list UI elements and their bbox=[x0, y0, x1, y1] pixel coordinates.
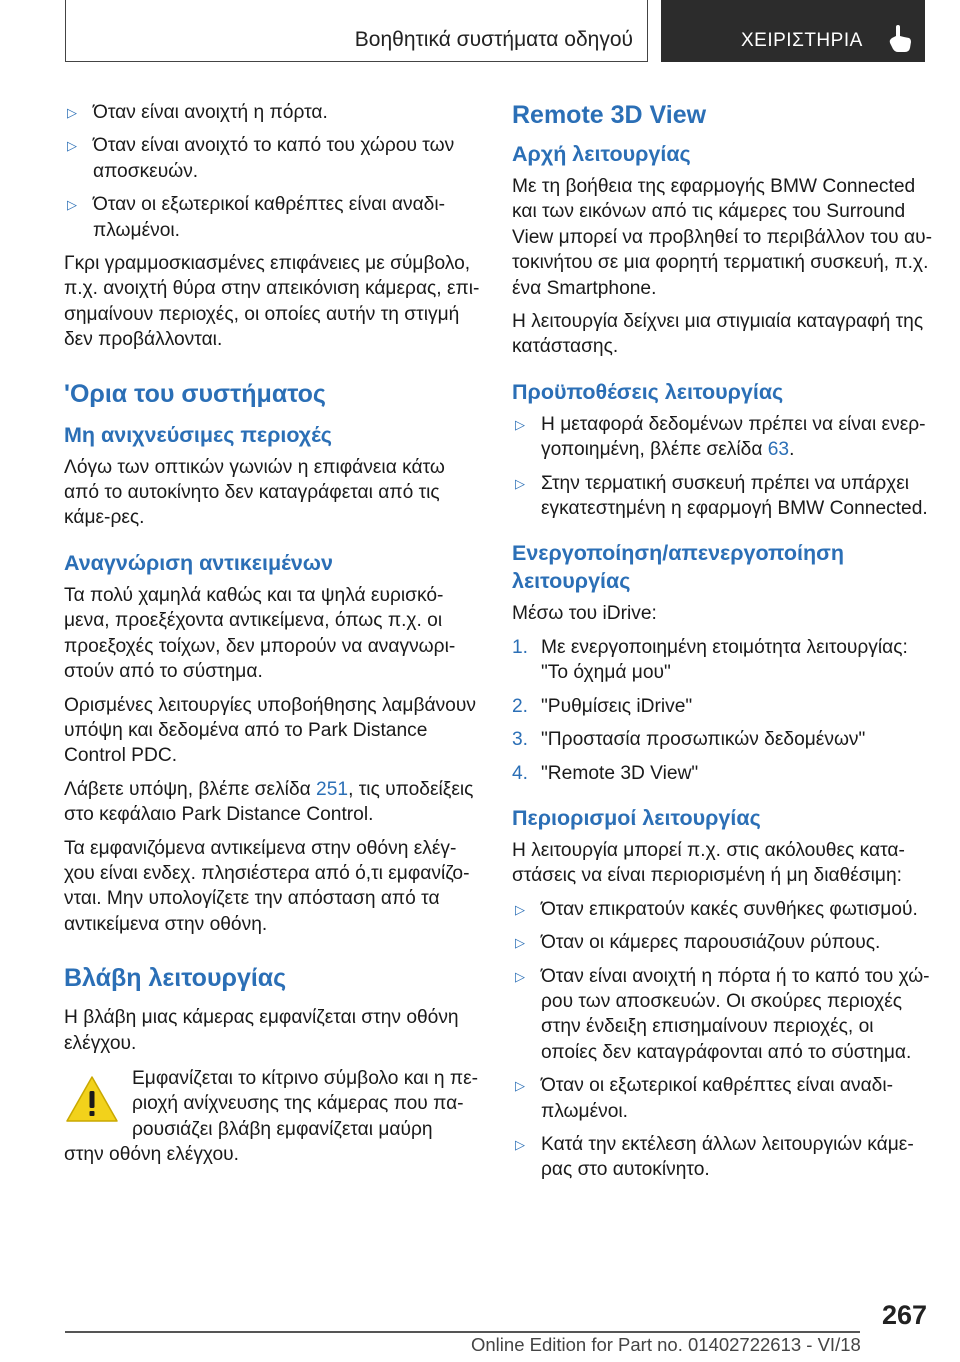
detection-paragraph-1: Τα πολύ χαμηλά καθώς και τα ψηλά ευρισκό-μενα, προεξέχοντα αντικείμενα, όπως π.χ. οι προεξοχές τοίχων, δεν μπορούν να αναγνωρι-στούν από το σύστημα. bbox=[64, 584, 456, 683]
heading-activation: Ενεργοποίηση/απενεργοποίηση λειτουργίας bbox=[512, 541, 844, 594]
list-item: 4. "Remote 3D View" bbox=[512, 762, 699, 784]
header-manual-tab[interactable] bbox=[661, 0, 925, 62]
triangle-bullet-icon: ▷ bbox=[67, 197, 77, 213]
page-link-251[interactable]: 251 bbox=[316, 778, 349, 800]
triangle-bullet-icon: ▷ bbox=[515, 416, 525, 432]
list-item: ▷ Στην τερματική συσκευή πρέπει να υπάρχει εγκατεστημένη η εφαρμογή BMW Connected. bbox=[515, 472, 928, 520]
list-item: ▷ Όταν οι κάμερες παρουσιάζουν ρύπους. bbox=[512, 930, 932, 955]
hand-pointer-icon bbox=[887, 24, 915, 54]
via-idrive-text: Μέσω του iDrive: bbox=[512, 603, 657, 625]
edition-footer: Online Edition for Part no. 01402722613 - VI/18 bbox=[471, 1334, 861, 1355]
header-section-box bbox=[65, 0, 648, 62]
left-column bbox=[64, 100, 484, 1168]
grey-areas-paragraph: Γκρι γραμμοσκιασμένες επιφάνειες με σύμβολο, π.χ. ανοιχτή θύρα στην απεικόνιση κάμερας, επι-σημαίνουν περιοχές, οι οποίες αυτήν τη στιγμή δεν προβάλλονται. bbox=[64, 253, 480, 351]
detection-paragraph-2: Ορισμένες λειτουργίες υποβοήθησης λαμβάνουν υπόψη και δεδομένα από το Park Distance Control PDC. bbox=[64, 694, 476, 767]
footer-divider bbox=[65, 1331, 860, 1333]
list-item: ▷ Όταν είναι ανοιχτή η πόρτα ή το καπό του χώ-ρου των αποσκευών. Οι σκούρες περιοχές στην ένδειξη επισημαίνουν περιοχές, οι οποίες δεν καταγράφονται από το σύστημα. bbox=[515, 965, 930, 1063]
heading-limitations: Περιορισμοί λειτουργίας bbox=[512, 805, 761, 830]
warning-triangle-icon bbox=[64, 1074, 120, 1124]
triangle-bullet-icon: ▷ bbox=[515, 475, 525, 491]
heading-blind-areas: Μη ανιχνεύσιμες περιοχές bbox=[64, 422, 332, 447]
warning-note: Εμφανίζεται το κίτρινο σύμβολο και η πε- ριοχή ανίχνευσης της κάμερας που πα- ρουσιάζει βλάβη εμφανίζεται μαύρη στην οθόνη ελέγχου. bbox=[64, 1067, 479, 1166]
detection-paragraph-3: Λάβετε υπόψη, βλέπε σελίδα 251, τις υποδείξεις στο κεφάλαιο Park Distance Control. bbox=[64, 778, 474, 826]
list-item: ▷ Όταν οι εξωτερικοί καθρέπτες είναι αναδι-πλωμένοι. bbox=[515, 1075, 893, 1122]
list-item: 2. "Ρυθμίσεις iDrive" bbox=[512, 695, 693, 717]
triangle-bullet-icon: ▷ bbox=[515, 901, 525, 917]
triangle-bullet-icon: ▷ bbox=[67, 105, 77, 120]
list-item: ▷ Κατά την εκτέλεση άλλων λειτουργιών κάμε-ρας στο αυτοκίνητο. bbox=[515, 1133, 914, 1181]
list-item: 3. "Προστασία προσωπικών δεδομένων" bbox=[512, 729, 866, 751]
triangle-bullet-icon: ▷ bbox=[515, 935, 525, 951]
heading-system-limits: 'Ορια του συστήματος bbox=[64, 379, 326, 408]
principle-paragraph-2: Η λειτουργία δείχνει μια στιγμιαία καταγραφή της κατάστασης. bbox=[512, 311, 924, 358]
triangle-bullet-icon: ▷ bbox=[515, 1078, 525, 1094]
list-item: 1. Με ενεργοποιημένη ετοιμότητα λειτουργίας: "Το όχημά μου" bbox=[512, 636, 908, 684]
malfunction-paragraph: Η βλάβη μιας κάμερας εμφανίζεται στην οθόνη ελέγχου. bbox=[64, 1007, 459, 1054]
limitations-intro: Η λειτουργία μπορεί π.χ. στις ακόλουθες κατα-στάσεις να είναι περιορισμένη ή μη διαθέσιμη: bbox=[512, 839, 905, 887]
detection-paragraph-4: Τα εμφανιζόμενα αντικείμενα στην οθόνη ελέγ-χου είναι ενδεχ. πλησιέστερα από ό,τι εμφανίζο-νται. Μην υπολογίζετε την απόσταση από τα αντικείμενα στην οθόνη. bbox=[64, 837, 470, 935]
list-item: ▷ Η μεταφορά δεδομένων πρέπει να είναι ενερ-γοποιημένη, βλέπε σελίδα 63. bbox=[515, 413, 926, 461]
blind-areas-paragraph: Λόγω των οπτικών γωνιών η επιφάνεια κάτω από το αυτοκίνητο δεν καταγράφεται από τις κάμε-ρες. bbox=[64, 456, 445, 529]
heading-prerequisites: Προϋποθέσεις λειτουργίας bbox=[512, 379, 784, 404]
heading-principle: Αρχή λειτουργίας bbox=[512, 142, 691, 166]
list-item: ▷ Όταν είναι ανοιχτό το καπό του χώρου των αποσκευών. bbox=[67, 135, 455, 182]
right-column bbox=[512, 100, 932, 1191]
list-item: ▷ Όταν είναι ανοιχτή η πόρτα. bbox=[64, 100, 484, 125]
heading-malfunction: Βλάβη λειτουργίας bbox=[64, 964, 287, 993]
heading-remote-3d-view: Remote 3D View bbox=[512, 101, 707, 129]
list-item: ▷ Όταν οι εξωτερικοί καθρέπτες είναι αναδι-πλωμένοι. bbox=[67, 194, 445, 241]
manual-label: ΧΕΙΡΙΣΤΗΡΙΑ bbox=[741, 30, 863, 51]
triangle-bullet-icon: ▷ bbox=[515, 968, 525, 984]
list-item: ▷ Όταν επικρατούν κακές συνθήκες φωτισμού. bbox=[512, 897, 932, 922]
section-title: Βοηθητικά συστήματα οδηγού bbox=[354, 28, 633, 51]
heading-object-detection: Αναγνώριση αντικειμένων bbox=[64, 550, 333, 575]
page-number: 267 bbox=[882, 1300, 928, 1330]
page-link-63[interactable]: 63 bbox=[767, 439, 790, 461]
triangle-bullet-icon: ▷ bbox=[515, 1136, 525, 1152]
principle-paragraph-1: Με τη βοήθεια της εφαρμογής BMW Connected και των εικόνων από τις κάμερες του Surround View μπορεί να προβληθεί το περιβάλλον του αυ-τοκινήτου σε μια φορητή τερματική συσκευή, π.χ. ένα Smartphone. bbox=[512, 176, 932, 299]
triangle-bullet-icon: ▷ bbox=[67, 138, 77, 154]
